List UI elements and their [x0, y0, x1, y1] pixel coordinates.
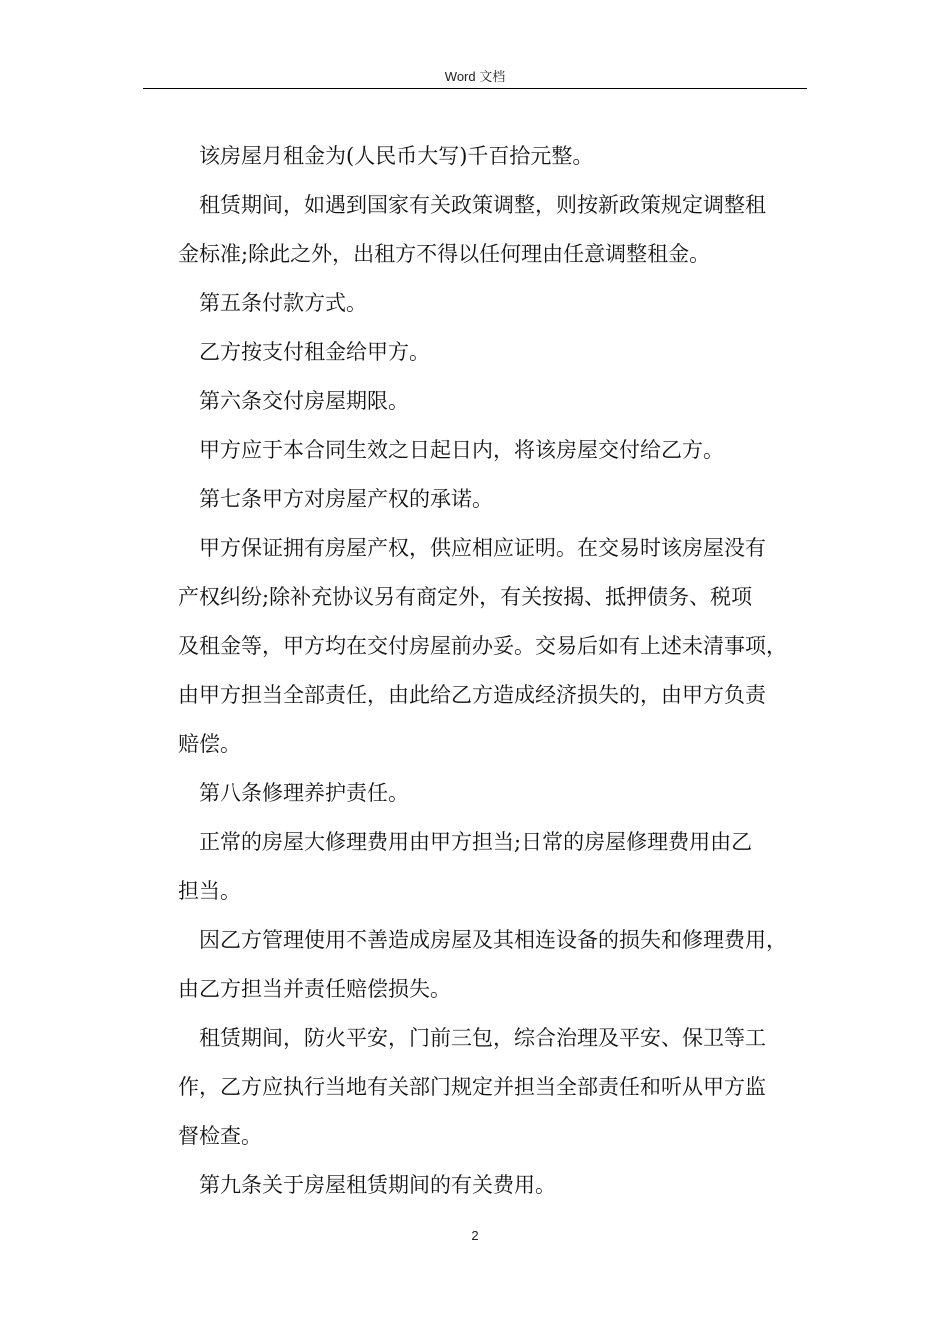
text-line: 金标准;除此之外，出租方不得以任何理由任意调整租金。	[178, 242, 711, 266]
page-number: 2	[471, 1228, 479, 1243]
text-line: 正常的房屋大修理费用由甲方担当;日常的房屋修理费用由乙	[199, 830, 753, 854]
paragraph-article-7-heading	[178, 475, 810, 524]
paragraph-rent-adjustment	[178, 181, 810, 279]
paragraph-payment	[178, 328, 810, 377]
text-line: 产权纠纷;除补充协议另有商定外，有关按揭、抵押债务、税项	[178, 585, 753, 609]
text-line: 第七条甲方对房屋产权的承诺。	[199, 487, 493, 511]
paragraph-repair-costs	[178, 818, 810, 916]
paragraph-safety-duties	[178, 1014, 810, 1161]
paragraph-monthly-rent	[178, 132, 810, 181]
text-line: 租赁期间，如遇到国家有关政策调整，则按新政策规定调整租	[199, 193, 766, 217]
text-line: 督检查。	[178, 1124, 262, 1148]
text-line: 租赁期间，防火平安，门前三包，综合治理及平安、保卫等工	[199, 1026, 766, 1050]
document-header-title: Word 文档	[444, 69, 506, 84]
document-body	[178, 132, 810, 1210]
text-line: 担当。	[178, 879, 241, 903]
text-line: 第五条付款方式。	[199, 291, 367, 315]
text-line: 甲方应于本合同生效之日起日内，将该房屋交付给乙方。	[199, 438, 724, 462]
text-line: 由甲方担当全部责任，由此给乙方造成经济损失的，由甲方负责	[178, 683, 766, 707]
paragraph-delivery	[178, 426, 810, 475]
paragraph-damage-liability	[178, 916, 810, 1014]
text-line: 因乙方管理使用不善造成房屋及其相连设备的损失和修理费用，	[199, 928, 787, 952]
paragraph-article-6-heading	[178, 377, 810, 426]
header-divider	[143, 88, 807, 89]
text-line: 第六条交付房屋期限。	[199, 389, 409, 413]
text-line: 第九条关于房屋租赁期间的有关费用。	[199, 1173, 556, 1197]
text-line: 该房屋月租金为(人民币大写)千百拾元整。	[199, 144, 594, 168]
paragraph-article-8-heading	[178, 769, 810, 818]
text-line: 及租金等，甲方均在交付房屋前办妥。交易后如有上述未清事项，	[178, 634, 787, 658]
paragraph-article-9-heading	[178, 1161, 810, 1210]
paragraph-property-rights	[178, 524, 810, 769]
text-line: 第八条修理养护责任。	[199, 781, 409, 805]
text-line: 作，乙方应执行当地有关部门规定并担当全部责任和听从甲方监	[178, 1075, 766, 1099]
text-line: 由乙方担当并责任赔偿损失。	[178, 977, 451, 1001]
text-line: 乙方按支付租金给甲方。	[199, 340, 430, 364]
text-line: 甲方保证拥有房屋产权，供应相应证明。在交易时该房屋没有	[199, 536, 766, 560]
text-line: 赔偿。	[178, 732, 241, 756]
paragraph-article-5-heading	[178, 279, 810, 328]
